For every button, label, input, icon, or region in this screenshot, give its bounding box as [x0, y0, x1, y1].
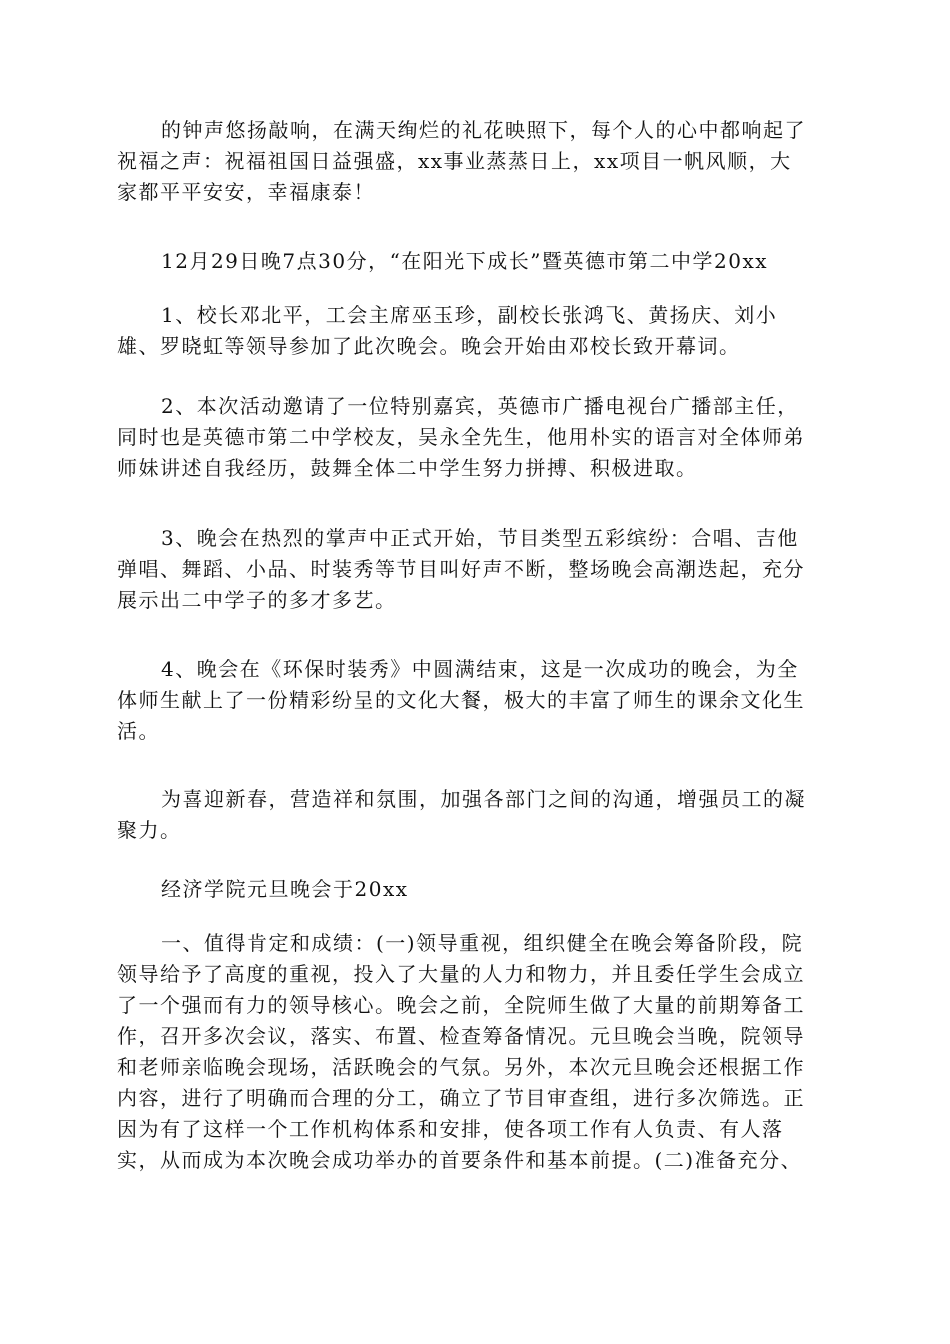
paragraph-line: 4、晚会在《环保时装秀》中圆满结束，这是一次成功的晚会，为全	[161, 657, 799, 681]
paragraph-achievements	[117, 928, 837, 1176]
paragraph-item-3	[117, 523, 837, 616]
paragraph-line: 1、校长邓北平，工会主席巫玉珍，副校长张鸿飞、黄扬庆、刘小	[161, 303, 778, 327]
paragraph-line: 家都平平安安，幸福康泰！	[117, 180, 375, 204]
paragraph-line: 和老师亲临晚会现场，活跃晚会的气氛。另外，本次元旦晚会还根据工作	[117, 1055, 805, 1079]
paragraph-item-1	[117, 300, 837, 362]
paragraph-line: 因为有了这样一个工作机构体系和安排，使各项工作有人负责、有人落	[117, 1117, 784, 1141]
paragraph-event-time	[117, 246, 837, 277]
paragraph-economics-gala	[117, 874, 837, 905]
paragraph-line: 弹唱、舞蹈、小品、时装秀等节目叫好声不断，整场晚会高潮迭起，充分	[117, 557, 805, 581]
paragraph-line: 领导给予了高度的重视，投入了大量的人力和物力，并且委任学生会成立	[117, 962, 805, 986]
paragraph-blessing	[117, 115, 837, 208]
paragraph-line: 同时也是英德市第二中学校友，吴永全先生，他用朴实的语言对全体师弟	[117, 425, 805, 449]
paragraph-item-2	[117, 391, 837, 484]
paragraph-line: 活。	[117, 719, 160, 743]
paragraph-line: 展示出二中学子的多才多艺。	[117, 588, 397, 612]
paragraph-line: 了一个强而有力的领导核心。晚会之前，全院师生做了大量的前期筹备工	[117, 993, 805, 1017]
paragraph-new-year	[117, 784, 837, 846]
paragraph-line: 12月29日晚7点30分，“在阳光下成长”暨英德市第二中学20xx	[161, 249, 769, 273]
paragraph-line: 作，召开多次会议，落实、布置、检查筹备情况。元旦晚会当晚，院领导	[117, 1024, 805, 1048]
paragraph-line: 的钟声悠扬敲响，在满天绚烂的礼花映照下，每个人的心中都响起了	[161, 118, 806, 142]
paragraph-line: 师妹讲述自我经历，鼓舞全体二中学生努力拼搏、积极进取。	[117, 456, 698, 480]
paragraph-line: 3、晚会在热烈的掌声中正式开始，节目类型五彩缤纷：合唱、吉他	[161, 526, 799, 550]
paragraph-item-4	[117, 654, 837, 747]
paragraph-line: 体师生献上了一份精彩纷呈的文化大餐，极大的丰富了师生的课余文化生	[117, 688, 805, 712]
paragraph-line: 一、值得肯定和成绩：(一)领导重视，组织健全在晚会筹备阶段，院	[161, 931, 804, 955]
paragraph-line: 实，从而成为本次晚会成功举办的首要条件和基本前提。(二)准备充分、	[117, 1148, 803, 1172]
paragraph-line: 内容，进行了明确而合理的分工，确立了节目审查组，进行多次筛选。正	[117, 1086, 805, 1110]
paragraph-line: 经济学院元旦晚会于20xx	[161, 877, 409, 901]
paragraph-line: 祝福之声：祝福祖国日益强盛，xx事业蒸蒸日上，xx项目一帆风顺，大	[117, 149, 792, 173]
paragraph-line: 为喜迎新春，营造祥和氛围，加强各部门之间的沟通，增强员工的凝	[161, 787, 806, 811]
paragraph-line: 聚力。	[117, 818, 182, 842]
paragraph-line: 2、本次活动邀请了一位特别嘉宾，英德市广播电视台广播部主任，	[161, 394, 799, 418]
paragraph-line: 雄、罗晓虹等领导参加了此次晚会。晚会开始由邓校长致开幕词。	[117, 334, 741, 358]
